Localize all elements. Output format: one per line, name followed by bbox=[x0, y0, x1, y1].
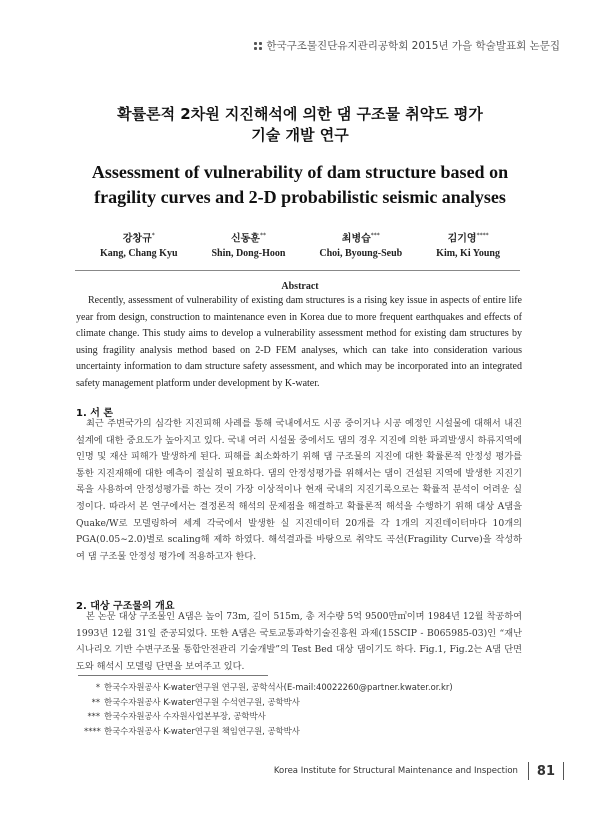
journal-name: 한국구조물진단유지관리공학회 2015년 가을 학술발표회 논문집 bbox=[266, 40, 560, 52]
running-header bbox=[254, 38, 560, 53]
footnote-mark: **** bbox=[84, 725, 101, 736]
bullet-icon bbox=[254, 42, 262, 50]
footnote-item bbox=[84, 709, 453, 724]
section-heading-2: 2. 대상 구조물의 개요 bbox=[76, 601, 175, 612]
author-name-en: Kang, Chang Kyu bbox=[100, 248, 178, 260]
footnote-item bbox=[84, 695, 453, 710]
footnote-text: 한국수자원공사 수자원사업본부장, 공학박사 bbox=[104, 711, 266, 721]
author-name-ko: 강창규 bbox=[122, 233, 152, 245]
author bbox=[319, 228, 402, 261]
section-heading-1: 1. 서 론 bbox=[76, 408, 114, 419]
footnote-mark: *** bbox=[87, 711, 100, 721]
title-korean bbox=[0, 104, 600, 146]
footnote-mark: ** bbox=[91, 696, 100, 707]
author bbox=[100, 228, 178, 261]
footnote-text: 한국수자원공사 K-water연구원 책임연구원, 공학박사 bbox=[104, 725, 300, 736]
footnote-text: 한국수자원공사 K-water연구원 연구원, 공학석사(E-mail:40022260@partner.kwater.or.kr) bbox=[104, 682, 453, 692]
author-mark: **** bbox=[476, 232, 489, 239]
page-number: 81 bbox=[536, 763, 555, 779]
footnote-rule bbox=[78, 675, 268, 676]
footer-institute: Korea Institute for Structural Maintenance and Inspection bbox=[273, 766, 518, 776]
title-ko-line-1: 확률론적 2차원 지진해석에 의한 댐 구조물 취약도 평가 bbox=[117, 105, 483, 123]
author-mark: *** bbox=[370, 232, 380, 239]
abstract-heading: Abstract bbox=[281, 281, 319, 292]
section-body-1: 최근 주변국가의 심각한 지진피해 사례를 통해 국내에서도 시공 중이거나 시공 예정인 시설물에 대해서 내진 설계에 대한 중요도가 높아지고 있다. 국내 여러 시설물 중에서도 댐의 경우 지진에 의한 파괴발생시 하류지역에 인명 및 재산 피해가 발생하게 된다. 피해를 최소화하기 위해 댐 구조물의 지진에 대한 확률론적 안정성 평가를 통한 지진재해에 대한 예측이 절실히 필요하다. 댐의 안정성평가를 위해서는 댐이 건설된 지역에 발생한 지진기록을 사용하여 안정성평가를 하는 것이 가장 이상적이나 현재 국내의 지진기록으로는 확률적 분석이 어려운 실정이다. 따라서 본 연구에서는 결정론적 해석의 문제점을 해결하고 확률론적 해석을 수행하기 위해 대상 A댐을 Quake/W로 모델링하여 세계 각국에서 발생한 실 지진데이터 20개를 각 1개의 지진데이터마다 10개의 PGA(0.05∼2.0)별로 scaling해 제하 하였다. 해석결과를 바탕으로 취약도 곡선(Fragility Curve)을 작성하여 댐 구조물 안정성 평가에 적용하고자 한다. bbox=[76, 418, 522, 562]
author-name-en: Choi, Byoung-Seub bbox=[319, 248, 403, 260]
footnote-text: 한국수자원공사 K-water연구원 수석연구원, 공학박사 bbox=[104, 696, 300, 707]
divider-rule bbox=[75, 270, 520, 271]
author-list bbox=[100, 228, 500, 261]
author-name-ko: 신동훈 bbox=[230, 233, 260, 245]
page-footer bbox=[274, 762, 564, 780]
title-en-line-2: fragility curves and 2-D probabilistic seismic analyses bbox=[94, 187, 506, 207]
author-mark: * bbox=[151, 232, 155, 239]
title-en-line-1: Assessment of vulnerability of dam structure based on bbox=[91, 162, 509, 182]
footnote-item bbox=[84, 680, 453, 695]
footer-divider bbox=[528, 762, 529, 780]
author bbox=[212, 228, 286, 261]
section-body-2: 본 논문 대상 구조물인 A댐은 높이 73m, 길이 515m, 총 저수량 5억 9500만㎥이며 1984년 12월 착공하여 1993년 12월 31일 준공되었다. 또한 A댐은 국토교통과학기술진흥원 과제(15SCIP - B065985-03)인 “재난 시나리오 기반 수변구조물 통합안전관리 기술개발”의 Test Bed 대상 댐이기도 하다. Fig.1, Fig.2는 A댐 단면도와 해석시 모델링 단면을 보여주고 있다. bbox=[76, 611, 522, 672]
author-name-ko: 최병습 bbox=[341, 233, 371, 245]
author-name-en: Shin, Dong-Hoon bbox=[211, 248, 286, 260]
abstract-body: Recently, assessment of vulnerability of existing dam structures is a rising key issue in aspects of entire life year from design, construction to maintenance even in Korea due to more frequent earthquakes and effects of climate change. This study aims to develop a vulnerability assessment method for existing dam structures by using fragility analysis method based on 2-D FEM analyses, which can take into consideration various uncertainty information to dam structure safety assessment, and which may be incorporated into an integrated safety management platform under development by K-water. bbox=[76, 295, 522, 389]
author-name-ko: 김기영 bbox=[447, 233, 477, 245]
footnote-item bbox=[84, 724, 453, 739]
author-name-en: Kim, Ki Young bbox=[436, 248, 500, 260]
author bbox=[436, 228, 500, 261]
author-mark: ** bbox=[259, 232, 266, 239]
footer-divider bbox=[563, 762, 564, 780]
title-ko-line-2: 기술 개발 연구 bbox=[251, 126, 349, 144]
title-english bbox=[0, 160, 600, 210]
footnote-mark: * bbox=[95, 682, 100, 692]
footnotes bbox=[84, 680, 453, 738]
